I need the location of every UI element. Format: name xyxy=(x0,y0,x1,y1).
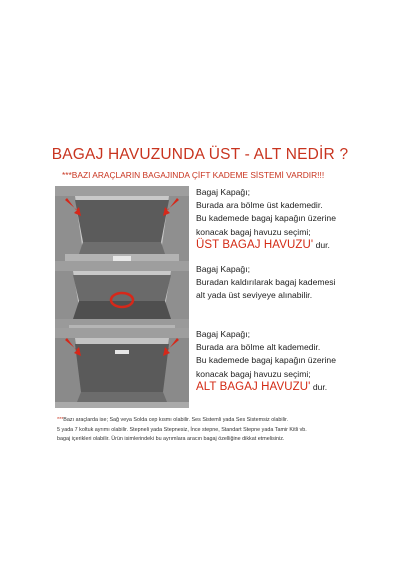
suffix-text: dur. xyxy=(310,381,328,392)
footnote xyxy=(57,416,357,445)
section-lower-level xyxy=(55,328,355,408)
section-upper-level xyxy=(55,186,355,266)
footnote-line: 5 yada 7 koltuk ayrımı olabilir. Stepneli yada Stepnesiz, İnce stepne, Standart Stepne yada Tamir Kitli vb. xyxy=(57,426,307,433)
section-text xyxy=(196,263,336,303)
text-line: konacak bagaj havuzu seçimi; xyxy=(196,368,311,379)
text-line: konacak bagaj havuzu seçimi; xyxy=(196,226,311,237)
text-line: alt yada üst seviyeye alınabilir. xyxy=(196,290,313,301)
subtitle-warning: ***BAZI ARAÇLARIN BAGAJINDA ÇİFT KADEME SİSTEMİ VARDIR!!! xyxy=(62,170,325,180)
text-line: Bagaj Kapağı; xyxy=(196,187,250,197)
text-line: Buradan kaldırılarak bagaj kademesi xyxy=(196,277,336,288)
text-line: Bu kademede bagaj kapağın üzerine xyxy=(196,355,336,366)
page-title: BAGAJ HAVUZUNDA ÜST - ALT NEDİR ? xyxy=(51,146,349,163)
suffix-text: dur. xyxy=(313,239,330,250)
section-text xyxy=(196,186,336,252)
lower-pool-highlight: ALT BAGAJ HAVUZU' xyxy=(196,380,311,393)
text-line: Bagaj Kapağı; xyxy=(196,264,250,274)
trunk-photo-upper xyxy=(55,186,189,266)
upper-pool-highlight: ÜST BAGAJ HAVUZU' xyxy=(196,238,314,251)
footnote-line: Bazı araçlarda ise; Sağ veya Solda cep kısmı olabilir. Ses Sistemli yada Ses Sistemsiz olabilir. xyxy=(63,417,289,423)
text-line: Burada ara bölme üst kademedir. xyxy=(196,200,323,211)
text-line: Bagaj Kapağı; xyxy=(196,329,250,339)
footnote-line: bagaj içerikleri olabilir. Ürün isimlerindeki bu ayrımlara aracın bagaj özelliğine dikkat etmelisiniz. xyxy=(57,436,285,443)
footnote-stars: *** xyxy=(57,417,64,423)
section-text xyxy=(196,328,336,394)
text-line: Burada ara bölme alt kademedir. xyxy=(196,342,321,353)
trunk-photo-lower xyxy=(55,328,189,408)
text-line: Bu kademede bagaj kapağın üzerine xyxy=(196,213,336,224)
